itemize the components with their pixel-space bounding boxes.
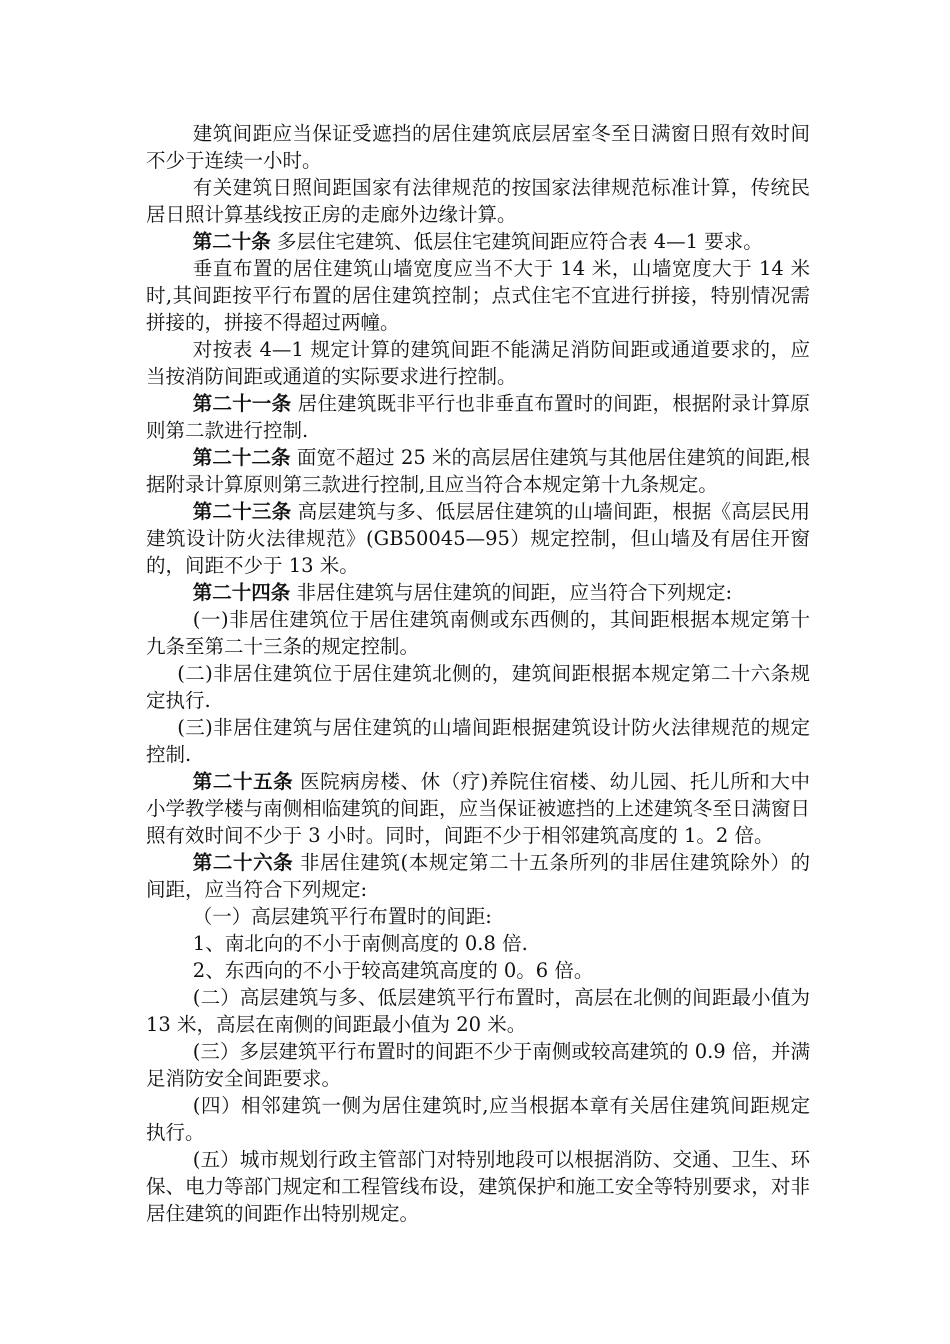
paragraph-sunlight-duration: 建筑间距应当保证受遮挡的居住建筑底层居室冬至日满窗日照有效时间不少于连续一小时。 (146, 122, 810, 172)
article-20: 第二十条 多层住宅建筑、低层住宅建筑间距应符合表 4—1 要求。 (192, 230, 763, 253)
article-24-item-2: (二)非居住建筑位于居住建筑北侧的，建筑间距根据本规定第二十六条规定执行. (146, 662, 810, 712)
article-number: 第二十六条 (192, 851, 294, 874)
article-25: 第二十五条 医院病房楼、休（疗)养院住宿楼、幼儿园、托儿所和大中小学教学楼与南侧相临建筑的间距，应当保证被遮挡的上述建筑冬至日满窗日照有效时间不少于 3 小时。同时，间距不少于相邻建筑高度的 1。2 倍。 (146, 770, 810, 847)
article-23: 第二十三条 高层建筑与多、低层居住建筑的山墙间距，根据《高层民用建筑设计防火法律规范》(GB50045—95）规定控制，但山墙及有居住开窗的，间距不少于 13 米。 (146, 500, 810, 577)
article-number: 第二十三条 (192, 500, 292, 523)
paragraph-gable-width: 垂直布置的居住建筑山墙宽度应当不大于 14 米，山墙宽度大于 14 米时,其间距按平行布置的居住建筑控制；点式住宅不宜进行拼接，特别情况需拼接的，拼接不得超过两幢。 (146, 257, 810, 334)
article-26-item-5: (五）城市规划行政主管部门对特别地段可以根据消防、交通、卫生、环保、电力等部门规定和工程管线布设，建筑保护和施工安全等特别要求，对非居住建筑的间距作出特别规定。 (146, 1148, 810, 1225)
article-number: 第二十四条 (192, 581, 291, 604)
article-26-item-1-sub-2: 2、东西向的不小于较高建筑高度的 0。6 倍。 (192, 959, 594, 982)
article-number: 第二十五条 (192, 770, 294, 793)
article-number: 第二十二条 (192, 446, 291, 469)
article-26-item-3: (三）多层建筑平行布置时的间距不少于南侧或较高建筑的 0.9 倍，并满足消防安全间距要求。 (146, 1040, 810, 1090)
article-21: 第二十一条 居住建筑既非平行也非垂直布置时的间距，根据附录计算原则第二款进行控制. (146, 392, 810, 442)
paragraph-fire-spacing: 对按表 4—1 规定计算的建筑间距不能满足消防间距或通道要求的，应当按消防间距或通道的实际要求进行控制。 (146, 338, 810, 388)
article-26: 第二十六条 非居住建筑(本规定第二十五条所列的非居住建筑除外）的间距，应当符合下列规定: (146, 851, 810, 901)
document-page (146, 120, 810, 1227)
article-number: 第二十一条 (192, 392, 292, 415)
article-26-item-4: (四）相邻建筑一侧为居住建筑时,应当根据本章有关居住建筑间距规定执行。 (146, 1094, 810, 1144)
article-24-item-3: (三)非居住建筑与居住建筑的山墙间距根据建筑设计防火法律规范的规定控制. (146, 716, 810, 766)
article-22: 第二十二条 面宽不超过 25 米的高层居住建筑与其他居住建筑的间距,根据附录计算原则第三款进行控制,且应当符合本规定第十九条规定。 (146, 446, 810, 496)
article-26-item-2: (二）高层建筑与多、低层建筑平行布置时，高层在北侧的间距最小值为 13 米，高层在南侧的间距最小值为 20 米。 (146, 986, 810, 1036)
article-26-item-1: （一）高层建筑平行布置时的间距: (192, 905, 492, 928)
article-24-item-1: (一)非居住建筑位于居住建筑南侧或东西侧的，其间距根据本规定第十九条至第二十三条的规定控制。 (146, 608, 810, 658)
article-26-item-1-sub-1: 1、南北向的不小于南侧高度的 0.8 倍. (192, 932, 528, 955)
article-number: 第二十条 (192, 230, 271, 253)
article-24: 第二十四条 非居住建筑与居住建筑的间距，应当符合下列规定: (192, 581, 733, 604)
paragraph-sunlight-standard: 有关建筑日照间距国家有法律规范的按国家法律规范标准计算，传统民居日照计算基线按正房的走廊外边缘计算。 (146, 176, 810, 226)
